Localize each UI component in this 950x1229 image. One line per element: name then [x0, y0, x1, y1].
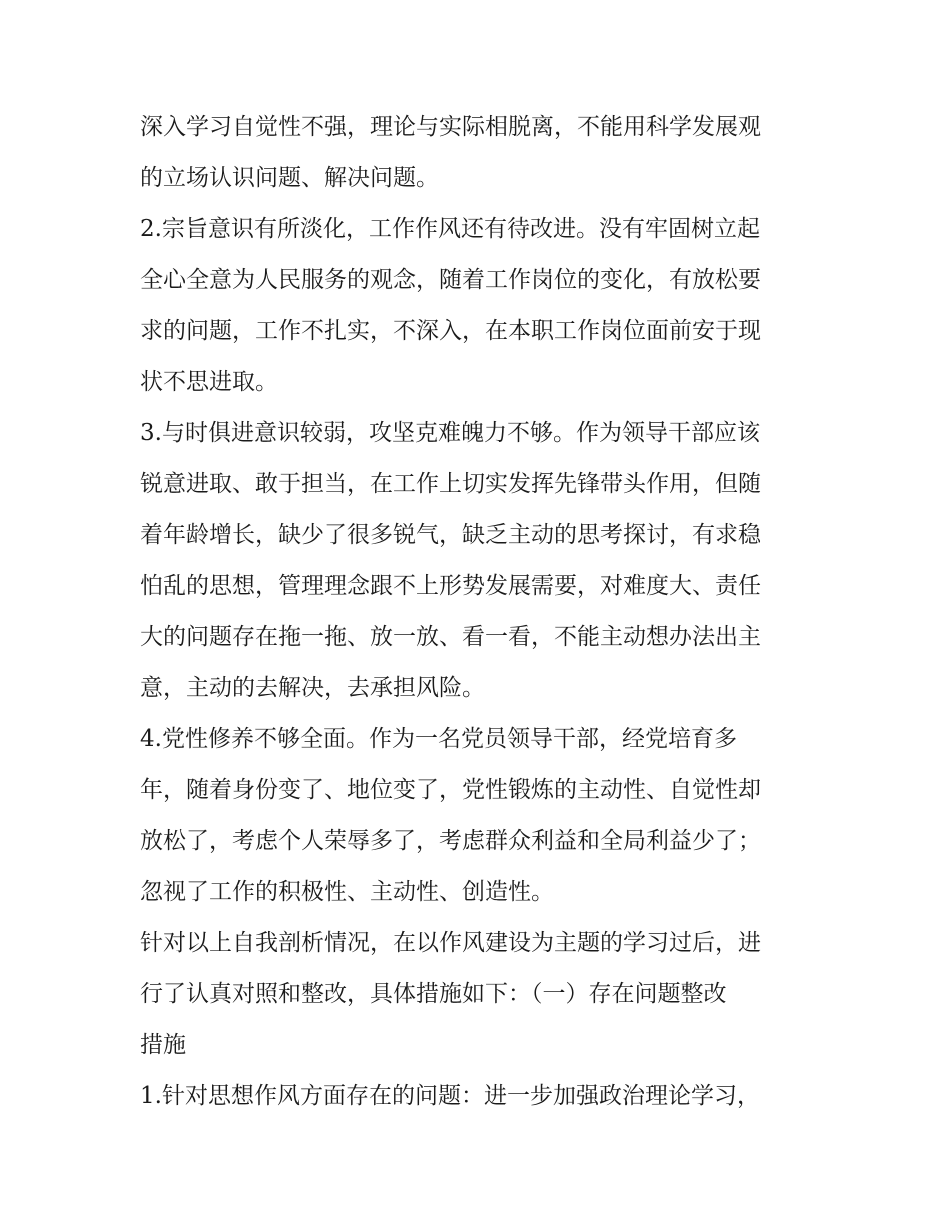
text-line: 行了认真对照和整改，具体措施如下：（一）存在问题整改 [140, 981, 727, 1007]
text-line: 大的问题存在拖一拖、放一放、看一看，不能主动想办法出主 [140, 624, 761, 650]
text-line: 放松了，考虑个人荣辱多了，考虑群众利益和全局利益少了； [140, 828, 761, 854]
document-body [140, 102, 820, 1122]
text-line: 4.党性修养不够全面。作为一名党员领导干部，经党培育多 [140, 726, 737, 752]
text-line: 着年龄增长，缺少了很多锐气，缺乏主动的思考探讨，有求稳 [140, 522, 761, 548]
text-line: 求的问题，工作不扎实，不深入，在本职工作岗位面前安于现 [140, 318, 761, 344]
text-line: 忽视了工作的积极性、主动性、创造性。 [140, 879, 554, 905]
text-line: 2.宗旨意识有所淡化，工作作风还有待改进。没有牢固树立起 [140, 216, 760, 242]
text-line: 状不思进取。 [140, 369, 278, 395]
text-line: 措施 [140, 1032, 186, 1058]
text-line: 锐意进取、敢于担当，在工作上切实发挥先锋带头作用，但随 [140, 471, 761, 497]
text-line: 深入学习自觉性不强，理论与实际相脱离，不能用科学发展观 [140, 114, 761, 140]
text-line: 3.与时俱进意识较弱，攻坚克难魄力不够。作为领导干部应该 [140, 420, 760, 446]
text-line: 意，主动的去解决，去承担风险。 [140, 675, 485, 701]
text-line: 的立场认识问题、解决问题。 [140, 165, 439, 191]
text-line: 1.针对思想作风方面存在的问题：进一步加强政治理论学习， [140, 1083, 760, 1109]
text-line: 年，随着身份变了、地位变了，党性锻炼的主动性、自觉性却 [140, 777, 761, 803]
text-line: 怕乱的思想，管理理念跟不上形势发展需要，对难度大、责任 [140, 573, 761, 599]
text-line: 针对以上自我剖析情况，在以作风建设为主题的学习过后，进 [140, 930, 761, 956]
text-line: 全心全意为人民服务的观念，随着工作岗位的变化，有放松要 [140, 267, 761, 293]
